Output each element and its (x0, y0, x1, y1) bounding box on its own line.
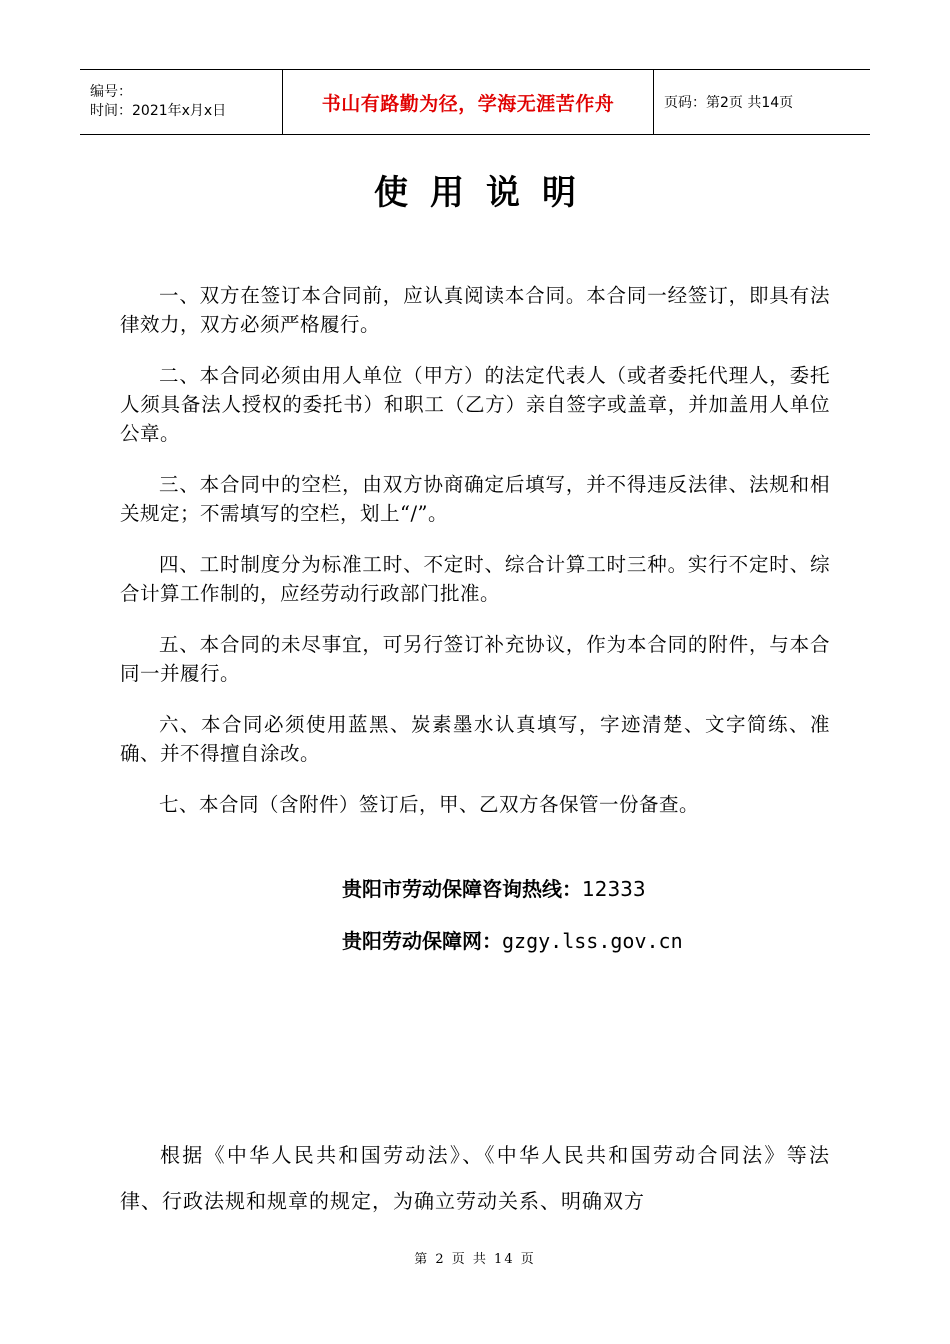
instruction-paragraph: 三、本合同中的空栏，由双方协商确定后填写，并不得违反法律、法规和相关规定；不需填写的空栏，划上“/”。 (120, 473, 830, 525)
header-page-info (654, 70, 870, 134)
page-header (80, 69, 870, 135)
instruction-paragraph: 一、双方在签订本合同前，应认真阅读本合同。本合同一经签订，即具有法律效力，双方必须严格履行。 (120, 284, 830, 336)
page-footer: 第 2 页 共 14 页 (414, 1252, 536, 1267)
intro-paragraph: 根据《中华人民共和国劳动法》、《中华人民共和国劳动合同法》等法律、行政法规和规章的规定，为确立劳动关系、明确双方 (120, 1143, 830, 1213)
document-title: 使用说明 (374, 173, 598, 213)
page-info-text: 页码：第2页 共14页 (664, 95, 794, 111)
instruction-paragraph: 二、本合同必须由用人单位（甲方）的法定代表人（或者委托代理人，委托人须具备法人授权的委托书）和职工（乙方）亲自签字或盖章，并加盖用人单位公章。 (120, 364, 830, 445)
motto-text: 书山有路勤为径，学海无涯苦作舟 (321, 92, 615, 115)
website-line (342, 925, 683, 954)
instruction-paragraph: 六、本合同必须使用蓝黑、炭素墨水认真填写，字迹清楚、文字简练、准确、并不得擅自涂改。 (120, 713, 830, 765)
hotline-number: 12333 (582, 877, 646, 901)
hotline-line (342, 873, 646, 902)
hotline-label: 贵阳市劳动保障咨询热线： (342, 877, 582, 901)
number-label: 编号： (90, 84, 132, 100)
header-motto-cell (282, 70, 654, 134)
instruction-paragraph: 四、工时制度分为标准工时、不定时、综合计算工时三种。实行不定时、综合计算工作制的，应经劳动行政部门批准。 (120, 553, 830, 605)
header-meta (80, 70, 282, 134)
website-label: 贵阳劳动保障网： (342, 929, 502, 953)
instructions-body (120, 281, 830, 841)
instruction-paragraph: 七、本合同（含附件）签订后，甲、乙双方各保管一份备查。 (159, 793, 700, 816)
website-url: gzgy.lss.gov.cn (502, 929, 683, 953)
time-label: 时间：2021年x月x日 (90, 103, 227, 119)
instruction-paragraph: 五、本合同的未尽事宜，可另行签订补充协议，作为本合同的附件，与本合同一并履行。 (120, 633, 830, 685)
